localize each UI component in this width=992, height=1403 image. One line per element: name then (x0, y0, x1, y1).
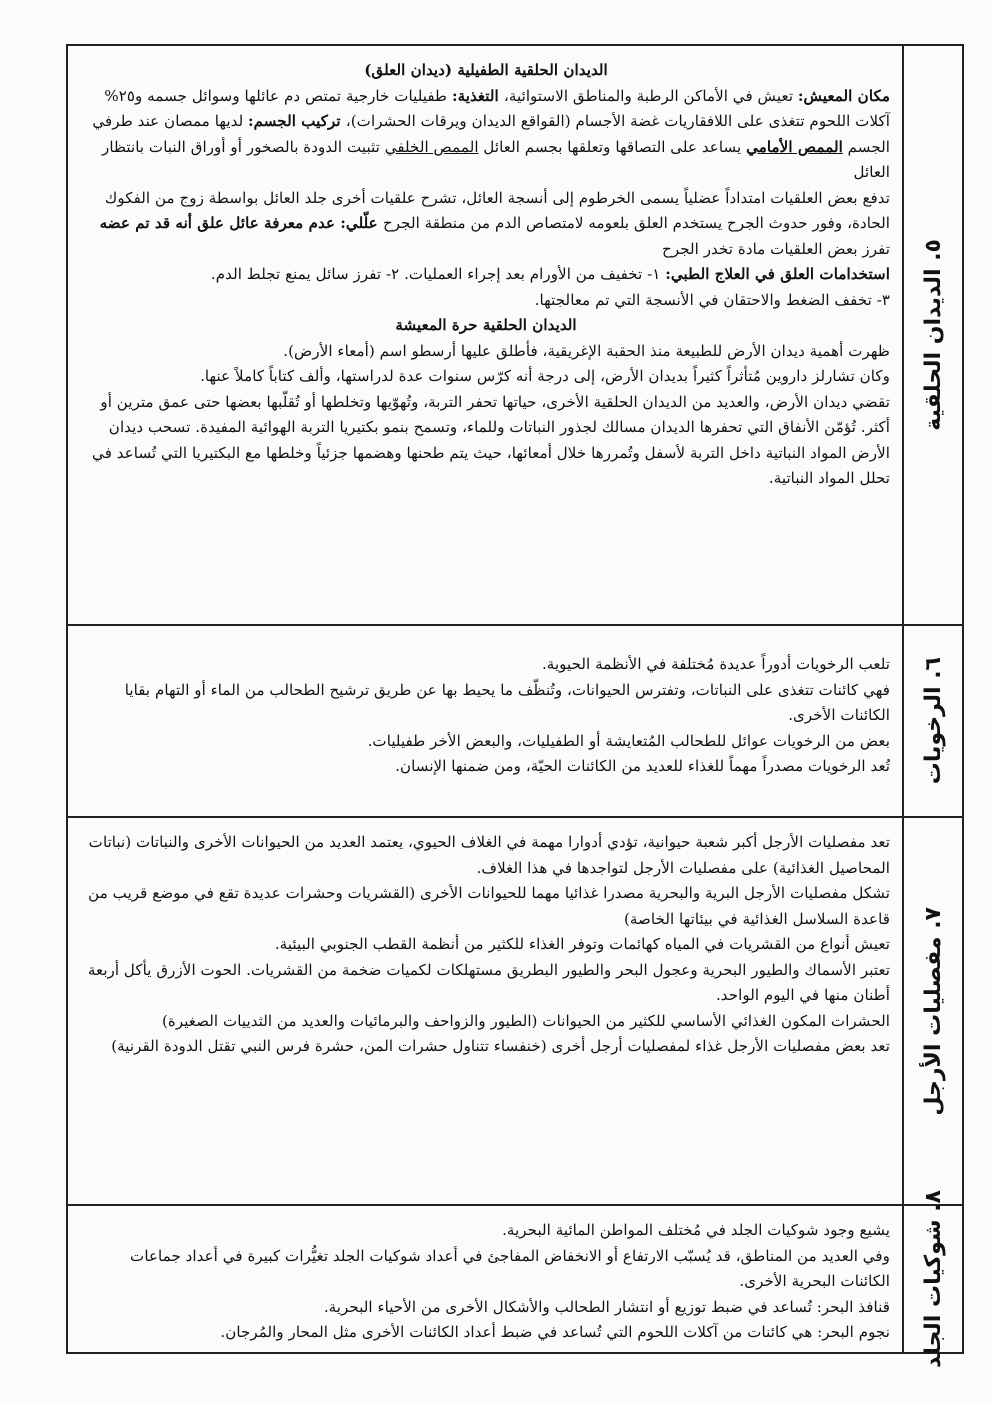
content-table (66, 44, 964, 1369)
row-label-arthropods (902, 818, 962, 1204)
nutrition-text: طفيليات خارجية تمتص دم عائلها وسوائل جسمه و٢٥% آكلات اللحوم تتغذى على اللافقاريات غضة الأجسام (القواقع الديدان ويرقات الحشرات)، (104, 86, 890, 130)
paragraph: وفي العديد من المناطق، قد يُسبّب الارتفاع أو الانخفاض المفاجئ في أعداد شوكيات الجلد تغيُّرات كبيرة في أعداد جماعات الكائنات البحرية الأخرى. (130, 1246, 890, 1290)
uses-item-3: ٣- تخفف الضغط والاحتقان في الأنسجة التي تم معالجتها. (534, 290, 890, 309)
row-arthropods (68, 818, 962, 1206)
rear-sucker-term: الممص الخلفي (384, 137, 479, 156)
row-echinoderms (68, 1189, 962, 1369)
row-label-annelids (902, 46, 962, 624)
structure-text-a: لديها ممصان عند طرفي الجسم (92, 112, 890, 156)
row-label-text: ٥. الديدان الحلقية (920, 239, 946, 431)
paragraph: يشيع وجود شوكيات الجلد في مُختلف المواطن المائية البحرية. (502, 1221, 890, 1239)
row-label-mollusks (902, 626, 962, 816)
habitat-text: تعيش في الأماكن الرطبة والمناطق الاستوائية، (503, 86, 798, 105)
front-sucker-term: الممص الأمامي (746, 137, 843, 156)
structure-label: تركيب الجسم: (248, 112, 346, 130)
paragraph: الحشرات المكون الغذائي الأساسي للكثير من الحيوانات (الطيور والزواحف والبرمائيات والعديد من الثدييات الصغيرة) (161, 1011, 890, 1030)
paragraph: نجوم البحر: هي كائنات من آكلات اللحوم التي تُساعد في ضبط أعداد الكائنات الأخرى مثل المحار والمُرجان. (220, 1323, 890, 1341)
proboscis-text: تدفع بعض العلقيات امتداداً عضلياً يسمى الخرطوم إلى أنسجة العائل، تشرح علقيات أخرى جلد العائل بواسطة زوج من الفكوك الحادة، وفور حدوث الجرح يستخدم العلق بلعومه لامتصاص الدم من منطقة الجرح (104, 188, 890, 232)
row-label-text: ٧. مفصليات الأرجل (920, 906, 946, 1116)
paragraph: بعض من الرخويات عوائل للطحالب المُتعايشة أو الطفيليات، والبعض الأخر طفيليات. (367, 731, 890, 750)
paragraph-aristotle: ظهرت أهمية ديدان الأرض للطبيعة منذ الحقبة الإغريقية، فأطلق عليها أرسطو اسم (أمعاء الأرض). (283, 341, 890, 360)
paragraph: تعد بعض مفصليات الأرجل غذاء لمفصليات أرجل أخرى (خنفساء تتناول حشرات المن، حشرة فرس النبي تقتل الدودة القرنية) (111, 1037, 890, 1055)
paragraph: تُعد الرخويات مصدراً مهماً للغذاء للعديد من الكائنات الحيّة، ومن ضمنها الإنسان. (395, 757, 890, 775)
row-content-annelids (68, 46, 900, 624)
nutrition-label: التغذية: (451, 86, 504, 105)
structure-text-b: يساعد على التصاقها وتعلقها بجسم العائل (478, 137, 747, 156)
structure-text-c: تثبيت الدودة بالصخور أو أوراق النبات بانتظار العائل (102, 137, 890, 181)
row-content-arthropods (68, 818, 900, 1204)
paragraph-proboscis (82, 186, 890, 263)
paragraph: تعيش أنواع من القشريات في المياه كهائمات وتوفر الغذاء للكثير من أنظمة القطب الجنوبي البيئية. (274, 935, 890, 953)
question-label: علّلي: عدم معرفة عائل علق أنه قد تم عضه (99, 214, 383, 232)
section-title-parasitic: الديدان الحلقية الطفيلية (ديدان العلق) (364, 61, 608, 79)
paragraph-darwin: وكان تشارلز داروين مُتأثراً كثيراً بديدان الأرض، إلى درجة أنه كرّس سنوات عدة لدراستها، وألف كتاباً كاملاً عنها. (200, 367, 890, 385)
section-title-free-living: الديدان الحلقية حرة المعيشة (395, 316, 577, 334)
row-label-text: ٦. الرخويات (920, 657, 946, 785)
paragraph-earthworm-soil: تقضي ديدان الأرض، والعديد من الديدان الحلقية الأخرى، حياتها تحفر التربة، وتُهوّيها وتخلطها أو تُقلّبها بعضها حتى عمق مترين أو أكثر. تُؤمّن الأنفاق التي تحفرها الديدان مسالك لجذور النباتات وللماء، وتسمح بنمو بكتيريا التربة الهوائية المفيدة. تسحب ديدان الأرض المواد النباتية داخل التربة لأسفل وتُمررها خلال أمعائها، حيث يتم طحنها وهضمها جزئياً وخلطها مع البكتيريا التي تُساعد في تحلل المواد النباتية. (92, 392, 890, 487)
paragraph: قنافذ البحر: تُساعد في ضبط توزيع أو انتشار الطحالب والأشكال الأخرى من الأحياء البحرية. (323, 1297, 890, 1316)
paragraph-medical-uses (82, 262, 890, 288)
row-content-mollusks (68, 626, 900, 816)
row-label-text: ٨. شوكيات الجلد (920, 1189, 946, 1369)
row-annelids (68, 46, 962, 626)
paragraph-habitat (82, 84, 890, 186)
uses-label: استخدامات العلق في العلاج الطبي: (665, 265, 890, 283)
paragraph: فهي كائنات تتغذى على النباتات، وتفترس الحيوانات، وتُنظّف ما يحيط بها عن طريق ترشيح الطحالب من الماء أو التهام بقايا الكائنات الأخرى. (124, 680, 890, 724)
row-mollusks (68, 626, 962, 818)
row-label-echinoderms (902, 1189, 962, 1369)
paragraph: تعد مفصليات الأرجل أكبر شعبة حيوانية، تؤدي أدوارا مهمة في الغلاف الحيوي، يعتمد العديد من الحيوانات الأخرى والنباتات (نباتات المحاصيل الغذائية) على مفصليات الأرجل لتواجدها في هذا الغلاف. (88, 833, 890, 877)
uses-item-1-2: ١- تخفيف من الأورام بعد إجراء العمليات. ٢- تفرز سائل يمنع تجلط الدم. (210, 265, 666, 283)
paragraph: تلعب الرخويات أدوراً عديدة مُختلفة في الأنظمة الحيوية. (541, 655, 890, 673)
paragraph: تشكل مفصليات الأرجل البرية والبحرية مصدرا غذائيا مهما للحيوانات الأخرى (القشريات وحشرات عديدة تقع في موضع قريب من قاعدة السلاسل الغذائية في بيئاتها الخاصة) (88, 884, 890, 928)
row-content-echinoderms (68, 1206, 900, 1352)
question-answer: تفرز بعض العلقيات مادة تخدر الجرح (662, 239, 890, 258)
habitat-label: مكان المعيش: (797, 86, 890, 105)
paragraph: تعتبر الأسماك والطيور البحرية وعجول البحر والطيور البطريق مستهلكات لكميات ضخمة من القشريات. الحوت الأزرق يأكل أربعة أطنان منها في اليوم الواحد. (87, 960, 890, 1004)
